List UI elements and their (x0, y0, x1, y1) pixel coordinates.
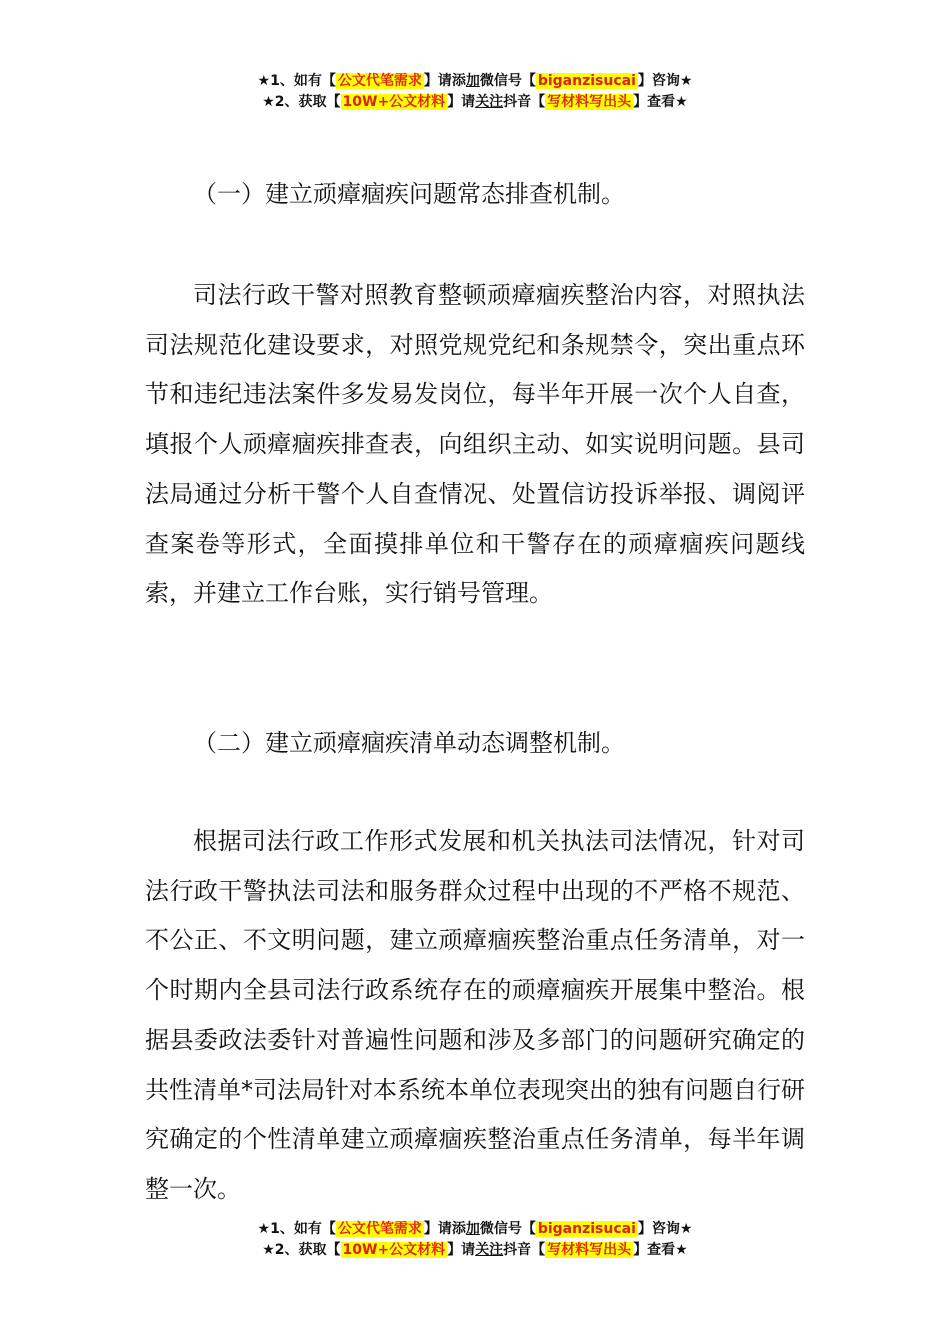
banner-text: 】请添 (423, 73, 466, 89)
section-heading: （一）建立顽瘴痼疾问题常态排查机制。 (193, 180, 625, 208)
banner-text: ★1、如有【 (257, 1221, 336, 1237)
banner-line-2 (0, 92, 950, 113)
highlight-douyin: 写材料写出头 (547, 94, 632, 110)
section-heading: （二）建立顽瘴痼疾清单动态调整机制。 (193, 729, 625, 757)
highlight-wechat-id: biganzisucai (537, 73, 636, 89)
banner-line-1 (0, 1219, 950, 1240)
banner-text: 】请 (447, 94, 476, 110)
banner-line-1 (0, 71, 950, 92)
banner-underlined-text: 加 (465, 73, 480, 89)
highlight-douyin: 写材料写出头 (547, 1242, 632, 1258)
section-paragraph: 司法行政干警对照教育整顿顽瘴痼疾整治内容，对照执法司法规范化建设要求，对照党规党纪和条规禁令，突出重点环节和违纪违法案件多发易发岗位，每半年开展一次个人自查，填报个人顽瘴痼疾排查表，向组织主动、如实说明问题。县司法局通过分析干警个人自查情况、处置信访投诉举报、调阅评查案卷等形式，全面摸排单位和干警存在的顽瘴痼疾问题线索，并建立工作台账，实行销号管理。 (145, 281, 805, 608)
highlight-wechat-id: biganzisucai (537, 1221, 636, 1237)
section-paragraph: 根据司法行政工作形式发展和机关执法司法情况，针对司法行政干警执法司法和服务群众过程中出现的不严格不规范、不公正、不文明问题，建立顽瘴痼疾整治重点任务清单，对一个时期内全县司法行政系统存在的顽瘴痼疾开展集中整治。根据县委政法委针对普遍性问题和涉及多部门的问题研究确定的共性清单*司法局针对本系统本单位表现突出的独有问题自行研究确定的个性清单建立顽瘴痼疾整治重点任务清单，每半年调整一次。 (145, 827, 805, 1203)
highlight-service: 公文代笔需求 (337, 73, 422, 89)
highlight-service: 公文代笔需求 (337, 1221, 422, 1237)
banner-text: ★2、获取【 (262, 1242, 341, 1258)
banner-text: 】查看★ (633, 94, 688, 110)
highlight-materials: 10W+公文材料 (342, 1242, 446, 1258)
banner-text: ★2、获取【 (262, 94, 341, 110)
banner-underlined-text: 关注 (475, 1242, 504, 1258)
banner-text: 抖音【 (503, 94, 546, 110)
banner-text: 】咨询★ (637, 73, 693, 89)
banner-text: 微信号【 (479, 1221, 536, 1237)
banner-text: ★1、如有【 (257, 73, 336, 89)
highlight-materials: 10W+公文材料 (342, 94, 446, 110)
banner-text: 抖音【 (503, 1242, 546, 1258)
banner-text: 微信号【 (479, 73, 536, 89)
banner-text: 】请添 (423, 1221, 466, 1237)
banner-underlined-text: 加 (465, 1221, 480, 1237)
top-banner (0, 71, 950, 113)
banner-line-2 (0, 1240, 950, 1261)
banner-underlined-text: 关注 (475, 94, 504, 110)
bottom-banner (0, 1219, 950, 1261)
banner-text: 】咨询★ (637, 1221, 693, 1237)
banner-text: 】请 (447, 1242, 476, 1258)
banner-text: 】查看★ (633, 1242, 688, 1258)
